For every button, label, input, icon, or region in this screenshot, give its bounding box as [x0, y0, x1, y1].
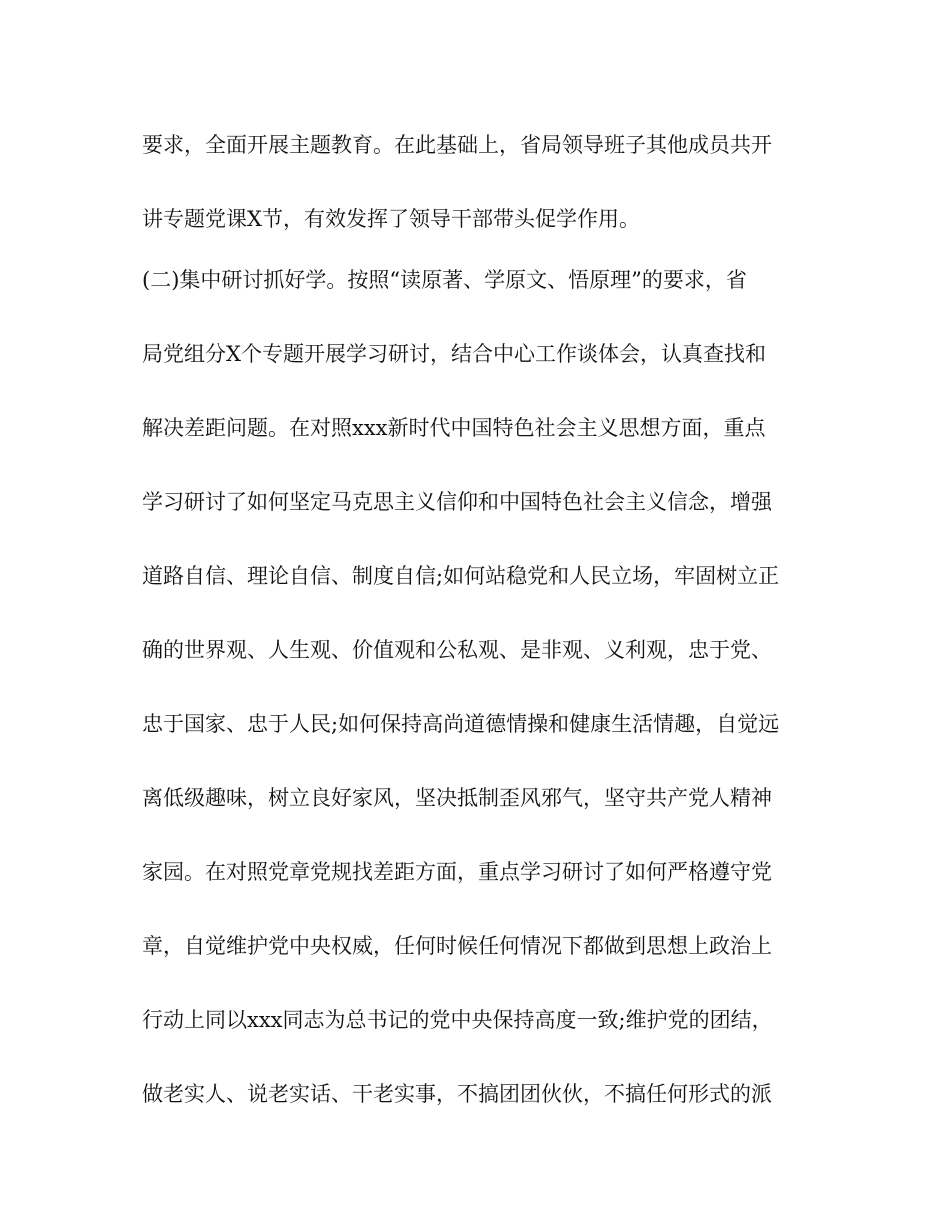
body-text-line: 局党组分X个专题开展学习研讨，结合中心工作谈体会，认真查找和	[142, 342, 766, 366]
body-text-line: 要求，全面开展主题教育。在此基础上，省局领导班子其他成员共开	[142, 133, 772, 157]
body-text-line: 道路自信、理论自信、制度自信;如何站稳党和人民立场，牢固树立正	[142, 564, 780, 588]
body-text-line: 行动上同以xxx同志为总书记的党中央保持高度一致;维护党的团结，	[142, 1008, 773, 1032]
body-text-line: 讲专题党课X节，有效发挥了领导干部带头促学作用。	[142, 207, 640, 231]
body-text-line: 学习研讨了如何坚定马克思主义信仰和中国特色社会主义信念，增强	[142, 490, 772, 514]
body-text-line: 确的世界观、人生观、价值观和公私观、是非观、义利观，忠于党、	[142, 638, 772, 662]
section-heading-line: (二)集中研讨抓好学。按照“读原著、学原文、悟原理”的要求，省	[142, 268, 747, 292]
body-text-line: 章，自觉维护党中央权威，任何时候任何情况下都做到思想上政治上	[142, 934, 772, 958]
body-text-line: 离低级趣味，树立良好家风，坚决抵制歪风邪气，坚守共产党人精神	[142, 786, 772, 810]
body-text-line: 家园。在对照党章党规找差距方面，重点学习研讨了如何严格遵守党	[142, 860, 772, 884]
body-text-line: 解决差距问题。在对照xxx新时代中国特色社会主义思想方面，重点	[142, 416, 766, 440]
body-text-line: 做老实人、说老实话、干老实事，不搞团团伙伙，不搞任何形式的派	[142, 1082, 772, 1106]
body-text-line: 忠于国家、忠于人民;如何保持高尚道德情操和健康生活情趣，自觉远	[142, 712, 780, 736]
